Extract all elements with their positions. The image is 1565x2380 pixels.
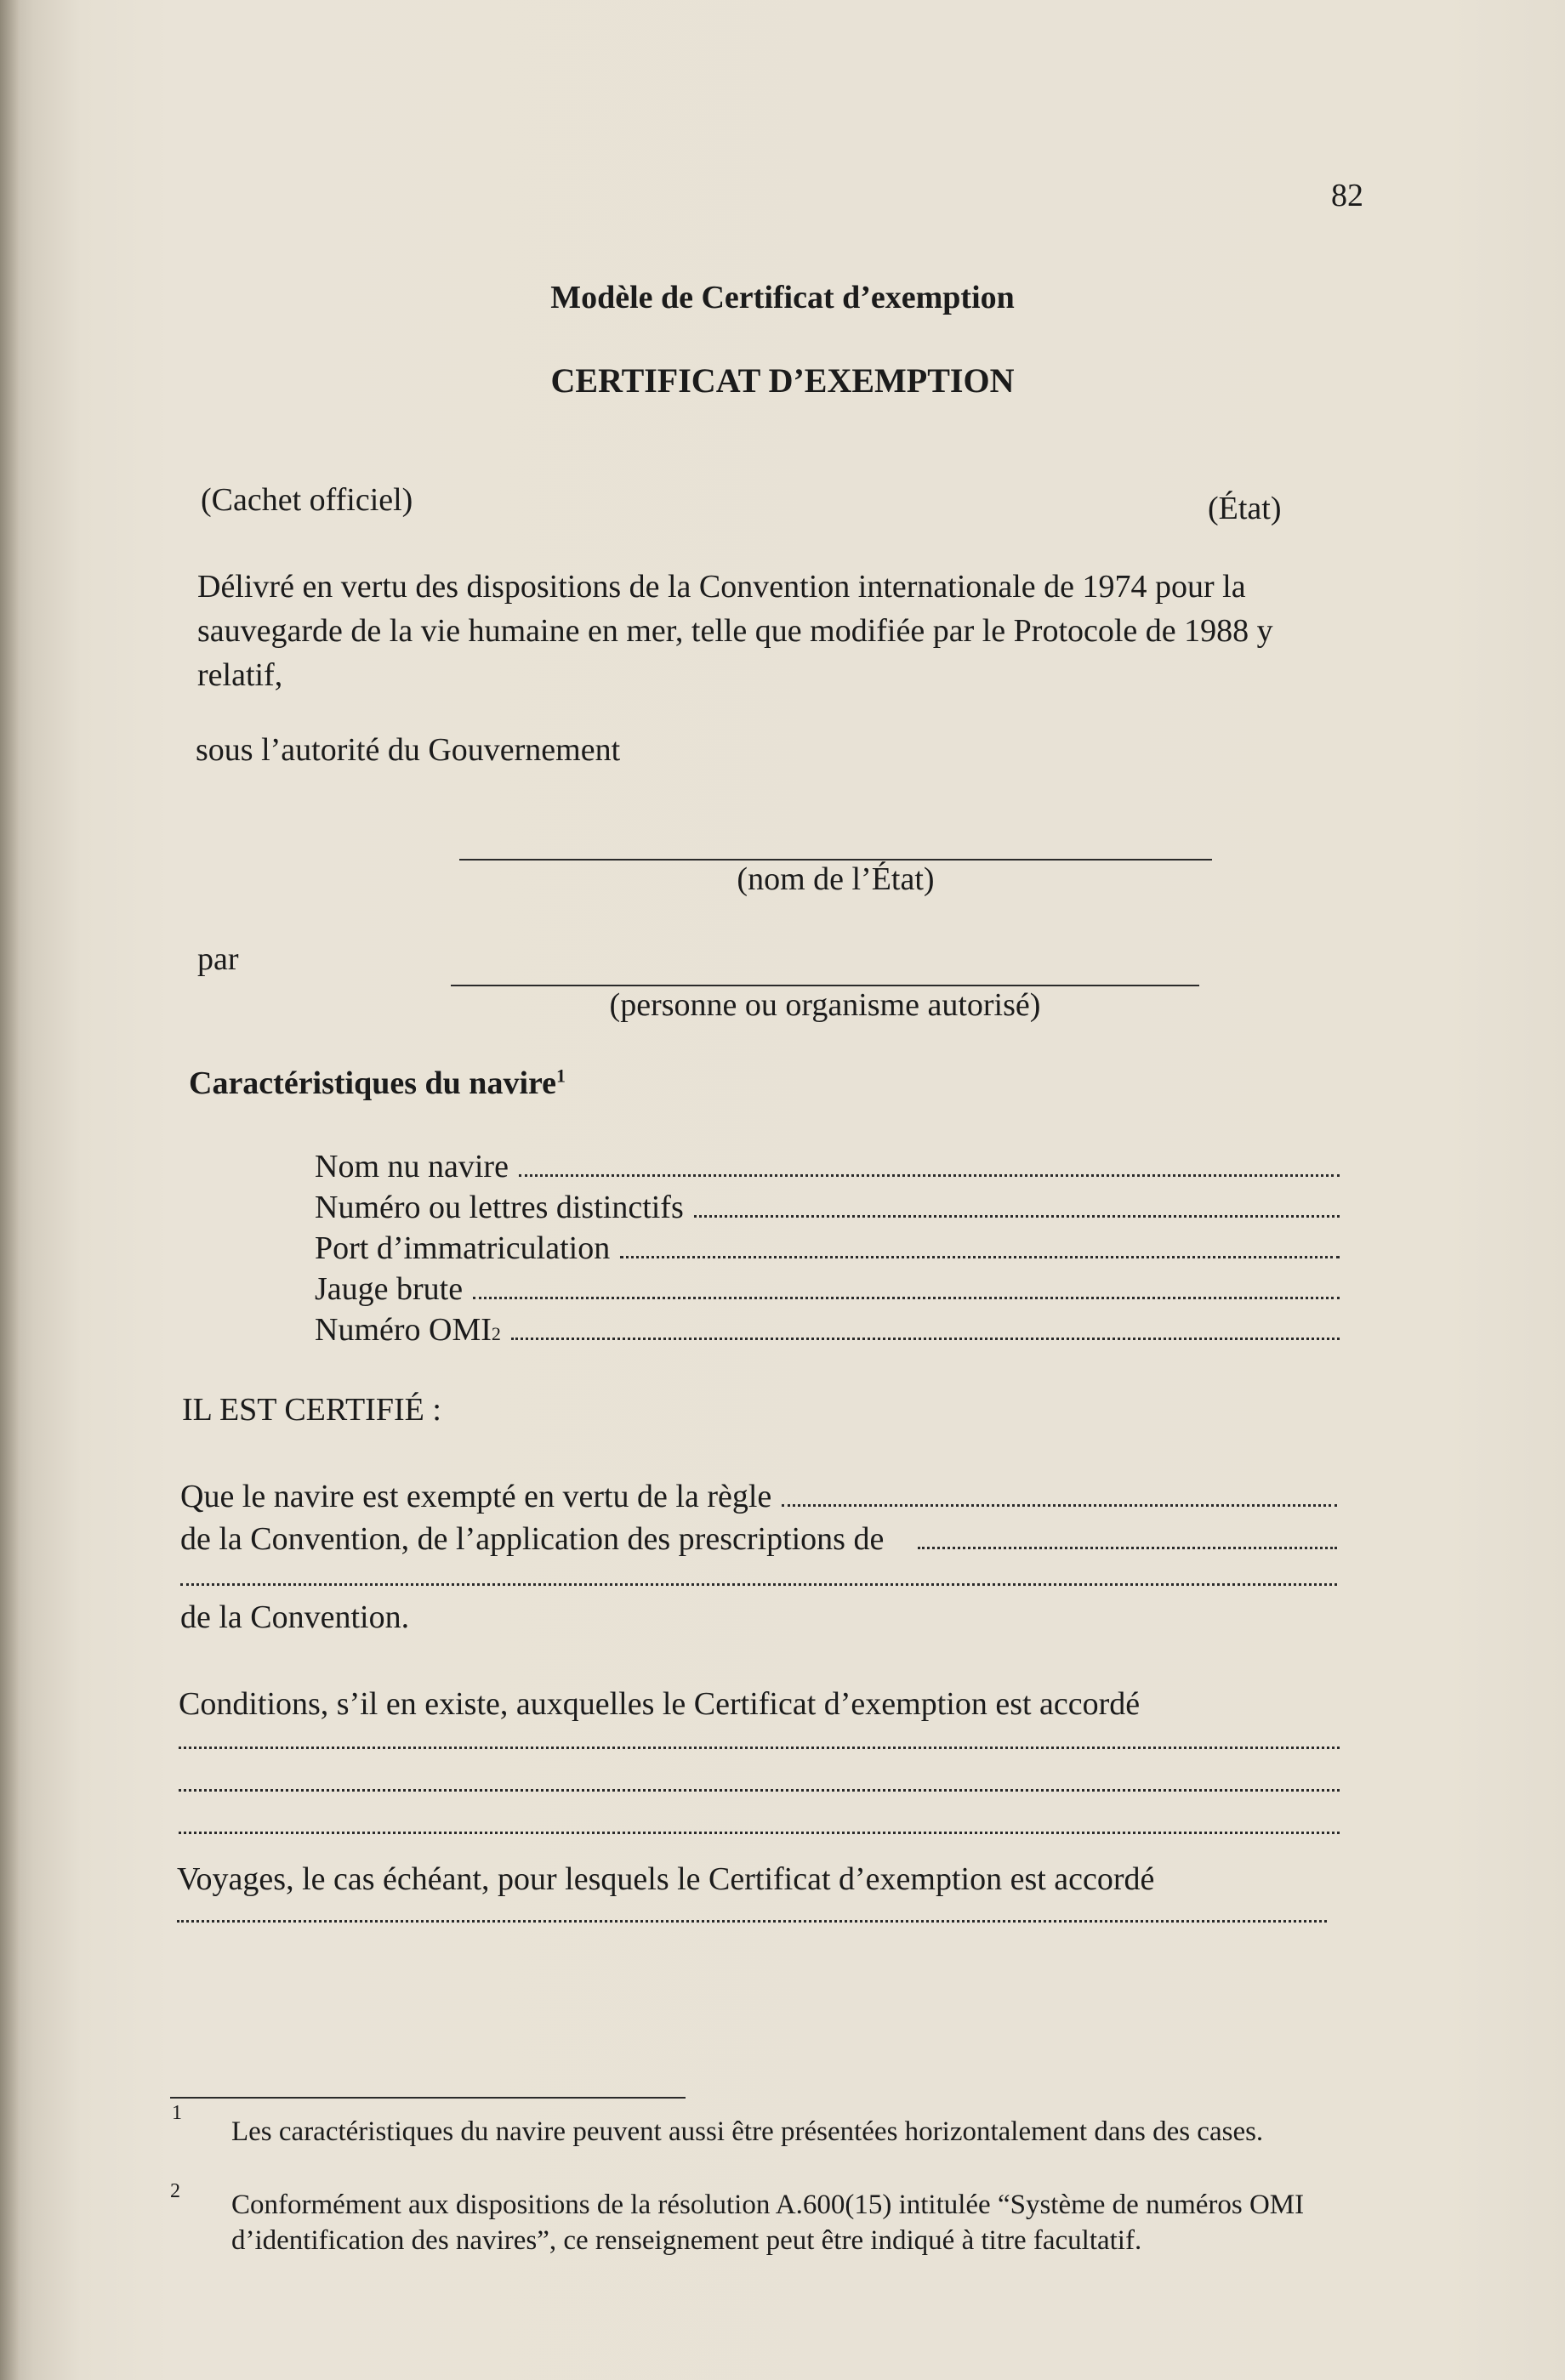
fill-in-dots xyxy=(511,1315,1340,1340)
ship-field-label: Port d’immatriculation xyxy=(315,1230,611,1266)
ship-field-label: Numéro OMI xyxy=(315,1312,492,1348)
document-subtitle: Modèle de Certificat d’exemption xyxy=(550,280,1015,315)
book-spine-shadow xyxy=(0,0,19,2380)
state-label: (État) xyxy=(1208,491,1282,526)
issued-paragraph: Délivré en vertu des dispositions de la Convention internationale de 1974 pour la sauvegarde de la vie humaine en mer, telle que modifiée par le Protocole de 1988 y relatif, xyxy=(197,569,1273,693)
ship-field-gross-tonnage xyxy=(315,1270,1340,1308)
ship-field-imo-number: Numéro OMI 2 xyxy=(315,1311,1340,1349)
fill-in-dots xyxy=(918,1525,1337,1549)
ship-particulars-heading xyxy=(189,1065,566,1102)
exemption-line-2: de la Convention, de l’application des prescriptions de xyxy=(180,1520,1337,1558)
conditions-line-2 xyxy=(179,1787,1340,1792)
conditions-line-1 xyxy=(179,1745,1340,1749)
ship-field-name xyxy=(315,1148,1340,1185)
fill-in-dots xyxy=(620,1234,1340,1258)
voyages-line xyxy=(177,1918,1327,1923)
footnote-text: Les caractéristiques du navire peuvent aussi être présentées horizontalement dans des cases. xyxy=(231,2116,1264,2147)
authority-label: sous l’autorité du Gouvernement xyxy=(196,732,621,768)
fill-in-dots xyxy=(473,1275,1340,1299)
page-number: 82 xyxy=(1331,178,1363,213)
fill-in-dots xyxy=(519,1152,1340,1177)
ship-field-label: Jauge brute xyxy=(315,1271,464,1307)
footnote-number: 2 xyxy=(170,2180,180,2202)
exemption-line-3: de la Convention. xyxy=(180,1599,410,1635)
footnote-separator xyxy=(170,2097,686,2099)
ship-particulars-heading-text: Caractéristiques du navire xyxy=(189,1065,557,1101)
ship-field-distinctive-number xyxy=(315,1189,1340,1226)
exemption-line-1: Que le navire est exempté en vertu de la règle xyxy=(180,1478,1337,1515)
voyages-label: Voyages, le cas échéant, pour lesquels le Certificat d’exemption est accordé xyxy=(177,1861,1155,1897)
footnote-ref-1: 1 xyxy=(556,1065,566,1087)
authorized-person-caption: (personne ou organisme autorisé) xyxy=(609,987,1041,1023)
footnote-number: 1 xyxy=(172,2102,182,2124)
footnote-text: Conformément aux dispositions de la résolution A.600(15) intitulée “Système de numéros OMI d’identification des navires”, ce renseignement peut être indiqué à titre facultatif. xyxy=(231,2190,1305,2256)
ship-field-label: Nom nu navire xyxy=(315,1149,509,1184)
document-title: CERTIFICAT D’EXEMPTION xyxy=(550,361,1015,400)
ship-field-label: Numéro ou lettres distinctifs xyxy=(315,1190,684,1225)
par-label: par xyxy=(197,941,239,977)
fill-in-dots xyxy=(694,1193,1340,1218)
certified-heading: IL EST CERTIFIÉ : xyxy=(182,1392,441,1428)
conditions-label: Conditions, s’il en existe, auxquelles le Certificat d’exemption est accordé xyxy=(179,1686,1141,1722)
conditions-line-3 xyxy=(179,1830,1340,1834)
official-stamp-label: (Cachet officiel) xyxy=(201,482,413,518)
exemption-dotted-line xyxy=(180,1582,1337,1586)
state-name-caption: (nom de l’État) xyxy=(737,861,935,897)
ship-field-port xyxy=(315,1230,1340,1267)
fill-in-dots xyxy=(782,1482,1337,1507)
